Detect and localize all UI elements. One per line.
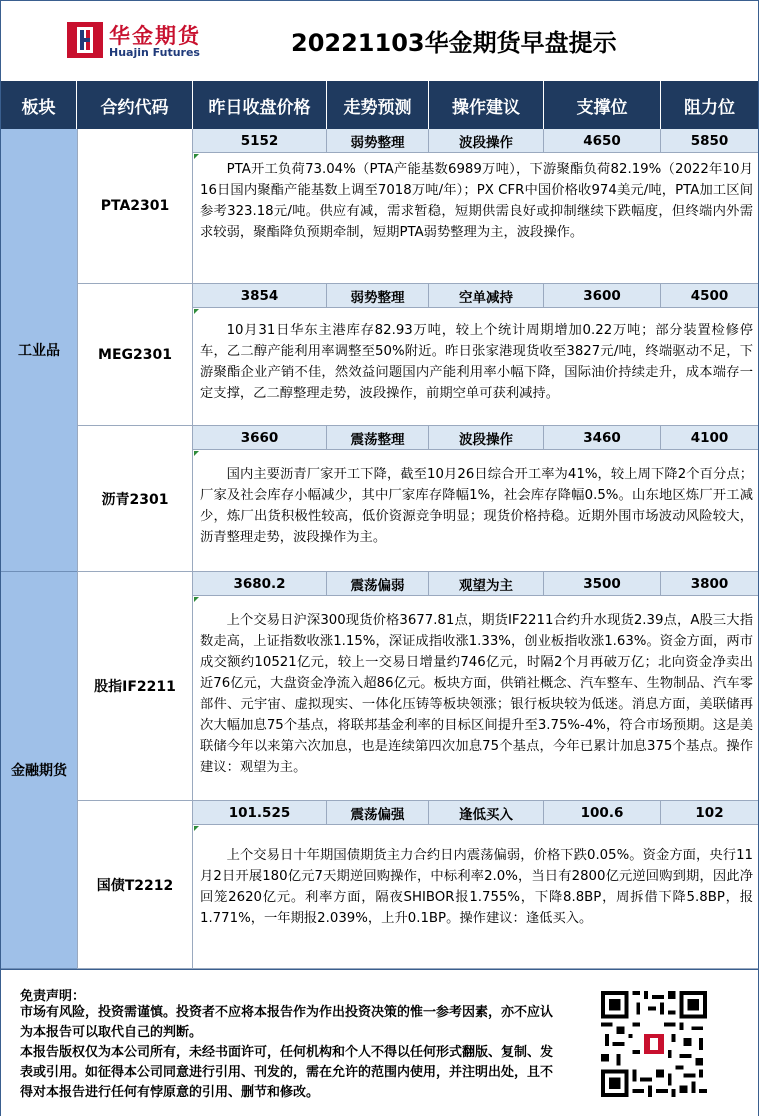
- trend-forecast: 震荡偏弱: [327, 572, 429, 596]
- column-header-close: 昨日收盘价格: [193, 81, 327, 129]
- logo-chinese-name: 华金期货: [109, 24, 201, 48]
- report-header: [1, 1, 758, 79]
- column-header-contract: 合约代码: [77, 81, 193, 129]
- column-header-support: 支撑位: [544, 81, 661, 129]
- values-row-treasury: [193, 801, 758, 825]
- trend-forecast: 弱势整理: [327, 129, 429, 153]
- company-logo: [67, 20, 212, 62]
- column-header-sector: 板块: [1, 81, 77, 129]
- resistance-level: 4500: [690, 288, 729, 304]
- qr-code-icon[interactable]: [597, 987, 711, 1101]
- cell-marker: [194, 309, 199, 314]
- operation-advice: 波段操作: [429, 129, 544, 153]
- column-header-trend: 走势预测: [327, 81, 429, 129]
- cell-marker: [194, 597, 199, 602]
- values-row-pta: [193, 129, 758, 153]
- support-level: 100.6: [544, 801, 661, 825]
- trend-forecast: 弱势整理: [327, 284, 429, 308]
- resistance-level: 102: [695, 805, 724, 821]
- close-price: 3854: [193, 284, 327, 308]
- contract-commentary-asphalt: 国内主要沥青厂家开工下降，截至10月26日综合开工率为41%，较上周下降2个百分点；厂家及社会库存小幅减少，其中厂家库存降幅1%，社会库存降幅0.5%。山东地区炼厂开工减少，炼厂出货积极性较高，低价资源竞争明显；现货价格持稳。近期外围市场波动风险较大，沥青整理走势，波段操作为主。: [193, 450, 758, 572]
- contract-commentary-meg: 10月31日华东主港库存82.93万吨，较上个统计周期增加0.22万吨；部分装置检修停车，乙二醇产能利用率调整至50%附近。昨日张家港现货收至3827元/吨，终端驱动不足，下游聚酯企业产销不佳，然效益问题国内产能利用率小幅下降，国际油价持续走升，成本端存一定支撑，乙二醇整理走势，波段操作，前期空单可获利减持。: [193, 308, 758, 426]
- category-financial-futures: 金融期货: [1, 572, 77, 969]
- trend-forecast: 震荡整理: [327, 426, 429, 450]
- operation-advice: 波段操作: [429, 426, 544, 450]
- disclaimer-section: [1, 969, 758, 1116]
- disclaimer-title: 免责声明：: [20, 989, 86, 1004]
- contract-commentary-stock-index: 上个交易日沪深300现货价格3677.81点，期货IF2211合约升水现货2.39点，A股三大指数走高，上证指数收涨1.15%，深证成指收涨1.33%，创业板指收涨1.63%。资金方面，两市成交额约10521亿元，较上一交易日增量约746亿元，时隔2个月再破万亿；北向资金净卖出近76亿元，大盘资金净流入超86亿元。板块方面，供销社概念、汽车整车、生物制品、汽车零部件、元宇宙、虚拟现实、一体化压铸等板块领涨；银行板块较为低迷。消息方面，美联储再次大幅加息75个基点，将联邦基金利率的目标区间提升至3.75%-4%，符合市场预期。这是美联储今年以来第六次加息，也是连续第四次加息75个基点，今年已累计加息375个基点。操作建议：观望为主。: [193, 596, 758, 801]
- resistance-level: 4100: [690, 430, 729, 446]
- close-price: 3660: [193, 426, 327, 450]
- support-level: 4650: [544, 129, 661, 153]
- contract-code-asphalt: 沥青2301: [77, 426, 193, 572]
- resistance-level: 3800: [690, 576, 729, 592]
- report-title: 20221103华金期货早盘提示: [291, 29, 617, 57]
- close-price: 101.525: [193, 801, 327, 825]
- contract-code-pta: PTA2301: [77, 129, 193, 284]
- operation-advice: 空单减持: [429, 284, 544, 308]
- cell-marker: [194, 154, 199, 159]
- disclaimer-risk-notice: 市场有风险，投资需谨慎。投资者不应将本报告作为作出投资决策的惟一参考因素，亦不应认为本报告可以取代自己的判断。: [20, 1005, 554, 1040]
- close-price: 5152: [193, 129, 327, 153]
- contract-code-stock-index: 股指IF2211: [77, 572, 193, 801]
- logo-english-name: Huajin Futures: [109, 46, 200, 59]
- trend-forecast: 震荡偏强: [327, 801, 429, 825]
- support-level: 3460: [544, 426, 661, 450]
- values-row-stock-index: [193, 572, 758, 596]
- category-industrial: 工业品: [1, 129, 77, 572]
- column-header-advice: 操作建议: [429, 81, 544, 129]
- contract-code-treasury: 国债T2212: [77, 801, 193, 969]
- support-level: 3500: [544, 572, 661, 596]
- operation-advice: 逢低买入: [429, 801, 544, 825]
- cell-marker: [194, 451, 199, 456]
- operation-advice: 观望为主: [429, 572, 544, 596]
- contract-commentary-pta: PTA开工负荷73.04%（PTA产能基数6989万吨），下游聚酯负荷82.19%（2022年10月16日国内聚酯产能基数上调至7018万吨/年）；PX CFR中国价格收974美元/吨，PTA加工区间参考323.18元/吨。供应有减，需求暂稳，短期供需良好或抑制继续下跌幅度，但终端内外需求较弱，聚酯降负预期牵制，短期PTA弱势整理为主，波段操作。: [193, 153, 758, 284]
- disclaimer-copyright-notice: 本报告版权仅为本公司所有，未经书面许可，任何机构和个人不得以任何形式翻版、复制、发表或引用。如征得本公司同意进行引用、刊发的，需在允许的范围内使用，并注明出处，且不得对本报告进行任何有悖原意的引用、删节和修改。: [20, 1045, 554, 1100]
- values-row-meg: [193, 284, 758, 308]
- column-header-resistance: 阻力位: [661, 81, 758, 129]
- close-price: 3680.2: [193, 572, 327, 596]
- resistance-level: 5850: [690, 133, 729, 149]
- support-level: 3600: [544, 284, 661, 308]
- contract-code-meg: MEG2301: [77, 284, 193, 426]
- contract-commentary-treasury: 上个交易日十年期国债期货主力合约日内震荡偏弱，价格下跌0.05%。资金方面，央行11月2日开展180亿元7天期逆回购操作，中标利率2.0%，当日有2800亿元逆回购到期，因此净回笼2620亿元。利率方面，隔夜SHIBOR报1.755%，下降8.8BP，周拆借下降5.8BP，报1.771%，一年期报2.039%，上升0.1BP。操作建议：逢低买入。: [193, 825, 758, 969]
- cell-marker: [194, 826, 199, 831]
- values-row-asphalt: [193, 426, 758, 450]
- huajin-logo-icon: [67, 22, 103, 58]
